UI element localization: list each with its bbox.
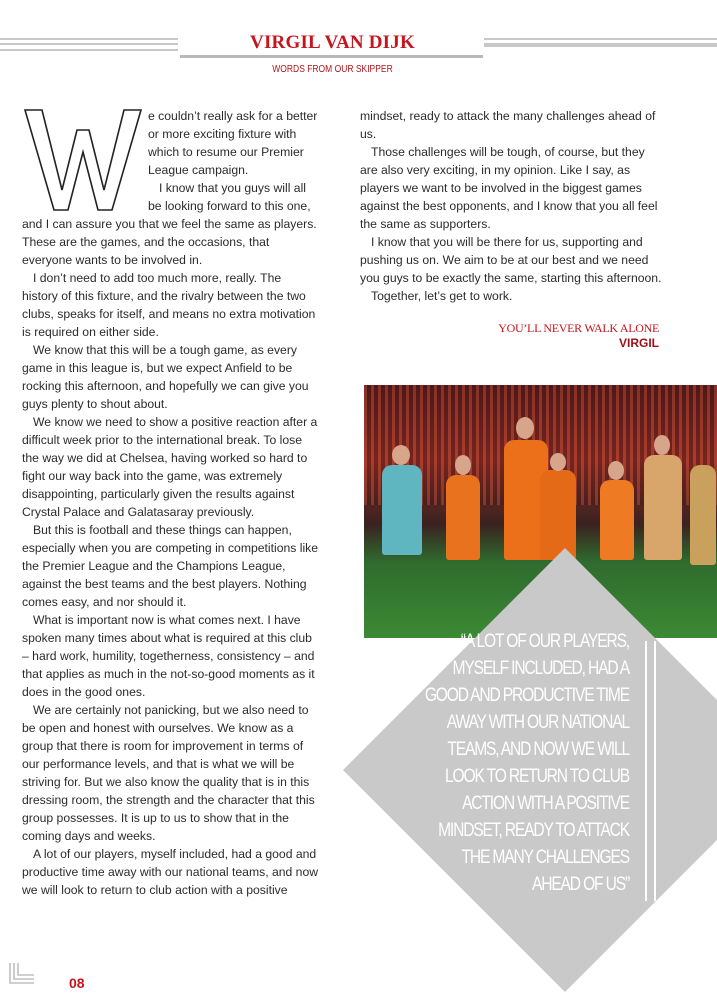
- paragraph: What is important now is what comes next. I have spoken many times about what is required at this club – hard work, humility, togetherness, consistency – and that applies as much in the not-so-good moments as it does in the good ones.: [22, 613, 315, 699]
- page-title: VIRGIL VAN DIJK: [250, 32, 415, 53]
- paragraph: We are certainly not panicking, but we also need to be open and honest with ourselves. We know as a group that there is room for improvement in terms of our performance levels, and that is what we will be striving for. But we also know the quality that is in this dressing room, the strength and the character that this group possesses. It is up to us to show that in the coming days and weeks.: [22, 703, 315, 843]
- paragraph: mindset, ready to attack the many challenges ahead of us.: [360, 109, 656, 141]
- paragraph: I know that you guys will all be looking forward to this one, and I can assure you that we feel the same as players. These are the games, and the occasions, that everyone wants to be involved in.: [22, 181, 317, 267]
- paragraph: We know we need to show a positive reaction after a difficult week prior to the international break. To lose the way we did at Chelsea, having worked so hard to fight our way back into the game, was extremely disappointing, particularly given the results against Crystal Palace and Galatasaray previously.: [22, 415, 318, 519]
- header-rule-left: [0, 38, 178, 51]
- paragraph: I don’t need to add too much more, really. The history of this fixture, and the rivalry between the two clubs, speaks for itself, and means no extra motivation is required on either side.: [22, 271, 316, 339]
- signoff: YOU’LL NEVER WALK ALONE: [498, 321, 659, 335]
- player-head: [392, 445, 410, 465]
- player-head: [516, 417, 534, 439]
- signature: VIRGIL: [618, 336, 659, 350]
- quote-bars: [645, 641, 656, 901]
- drop-cap-w: [22, 108, 144, 212]
- paragraph: We know that this will be a tough game, as every game in this league is, but we expect Anfield to be rocking this afternoon, and hopefully we can give you guys plenty to shout about.: [22, 343, 309, 411]
- player-head: [455, 455, 471, 475]
- goalkeeper-figure: [382, 465, 422, 555]
- player-head: [550, 453, 566, 471]
- paragraph: e couldn’t really ask for a better or more exciting fixture with which to resume our Premier League campaign.: [148, 109, 318, 177]
- header-rule-right: [484, 38, 717, 47]
- article-right-column: [360, 107, 662, 305]
- paragraph: Those challenges will be tough, of course, but they are also very exciting, in my opinion. Like I say, as players we want to be involved in the biggest games against the best opponents, and I know that you all feel the same as supporters.: [360, 145, 658, 231]
- title-underline: [180, 55, 483, 58]
- paragraph: I know that you will be there for us, supporting and pushing us on. We aim to be at our best and we need you guys to be exactly the same, starting this afternoon.: [360, 235, 662, 285]
- paragraph: But this is football and these things can happen, especially when you are competing in competitions like the Premier League and the Champions League, against the best teams and the best players. Nothing comes easy, and nor should it.: [22, 523, 319, 609]
- page-number: 08: [69, 975, 85, 991]
- player-figure: [540, 470, 576, 560]
- page-corner-icon: [8, 963, 34, 987]
- pull-quote: “A LOT OF OUR PLAYERS, MYSELF INCLUDED, HAD A GOOD AND PRODUCTIVE TIME AWAY WITH OUR NATIONAL TEAMS, AND NOW WE WILL LOOK TO RETURN TO CLUB ACTION WITH A POSITIVE MINDSET, READY TO ATTACK THE MANY CHALLENGES AHEAD OF US”: [424, 631, 629, 895]
- player-head: [608, 461, 624, 480]
- player-head: [654, 435, 670, 455]
- page-subtitle: WORDS FROM OUR SKIPPER: [272, 64, 393, 75]
- article-left-column: [22, 107, 320, 899]
- paragraph: A lot of our players, myself included, had a good and productive time away with our national teams, and now we will look to return to club action with a positive: [22, 847, 319, 897]
- player-figure: [644, 455, 682, 560]
- paragraph: Together, let’s get to work.: [371, 289, 513, 303]
